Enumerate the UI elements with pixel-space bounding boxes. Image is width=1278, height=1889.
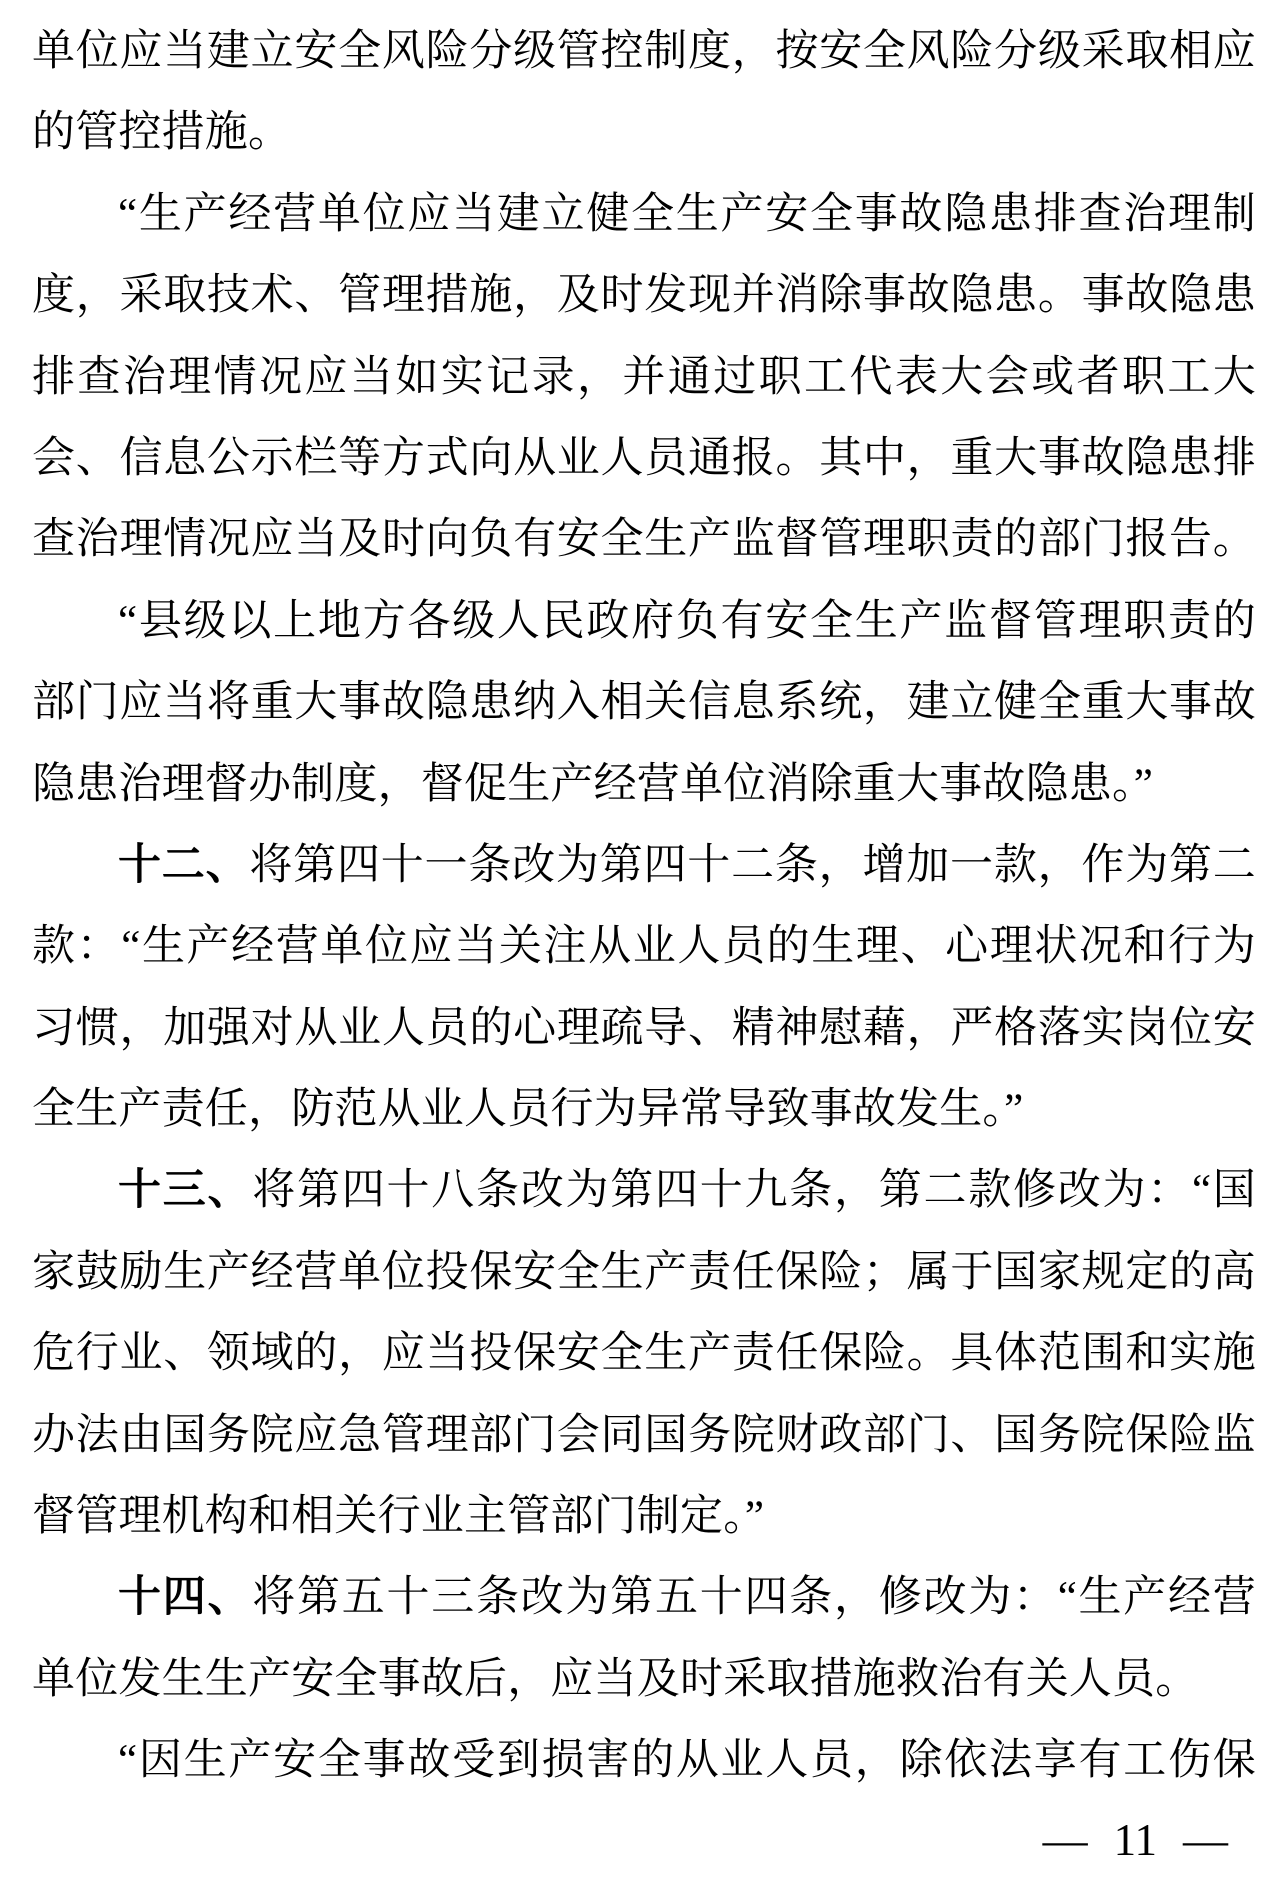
text-segment: “因生产安全事故受到损害的从业人员，除依法享有工伤保 [118, 1737, 1256, 1785]
text-segment: “生产经营单位应当建立健全生产安全事故隐患排查治理制 [118, 190, 1256, 238]
text-segment: 办法由国务院应急管理部门会同国务院财政部门、国务院保险监 [32, 1411, 1256, 1459]
clause-number: 十二、 [118, 841, 250, 889]
text-block [32, 11, 1256, 1802]
page-footer [1043, 1816, 1228, 1864]
text-segment: 全生产责任，防范从业人员行为异常导致事故发生。” [32, 1086, 1024, 1134]
text-segment: 家鼓励生产经营单位投保安全生产责任保险；属于国家规定的高 [32, 1248, 1256, 1296]
text-line [32, 581, 1256, 662]
footer-dash-left: — [1042, 1815, 1088, 1865]
text-segment: 隐患治理督办制度，督促生产经营单位消除重大事故隐患。” [32, 760, 1153, 808]
text-line [32, 255, 1256, 336]
text-line [32, 499, 1256, 580]
text-line [32, 11, 1256, 92]
text-segment: 督管理机构和相关行业主管部门制定。” [32, 1493, 765, 1541]
text-segment: 习惯，加强对从业人员的心理疏导、精神慰藉，严格落实岗位安 [32, 1004, 1256, 1052]
text-line [32, 1150, 1256, 1231]
text-segment: 单位应当建立安全风险分级管控制度，按安全风险分级采取相应 [32, 28, 1256, 75]
text-segment: “县级以上地方各级人民政府负有安全生产监督管理职责的 [118, 597, 1256, 645]
text-line [32, 174, 1256, 255]
text-segment: 单位发生生产安全事故后，应当及时采取措施救治有关人员。 [32, 1655, 1199, 1703]
text-segment: 将第四十八条改为第四十九条，第二款修改为：“国 [252, 1167, 1256, 1215]
text-line [32, 1069, 1256, 1150]
text-segment: 会、信息公示栏等方式向从业人员通报。其中，重大事故隐患排 [32, 434, 1256, 482]
text-line [32, 744, 1256, 825]
text-line [32, 662, 1256, 743]
text-segment: 危行业、领域的，应当投保安全生产责任保险。具体范围和实施 [32, 1330, 1256, 1378]
text-segment: 将第四十一条改为第四十二条，增加一款，作为第二 [249, 841, 1256, 889]
clause-number: 十四、 [118, 1574, 253, 1622]
text-line [32, 825, 1256, 906]
text-line [32, 418, 1256, 499]
text-line [32, 1557, 1256, 1638]
text-line [32, 906, 1256, 987]
text-line [32, 92, 1256, 173]
text-segment: 部门应当将重大事故隐患纳入相关信息系统，建立健全重大事故 [32, 679, 1256, 727]
text-segment: 款：“生产经营单位应当关注从业人员的生理、心理状况和行为 [32, 923, 1256, 971]
text-segment: 查治理情况应当及时向负有安全生产监督管理职责的部门报告。 [32, 516, 1256, 564]
text-line [32, 1476, 1256, 1557]
page-number: 11 [1113, 1815, 1157, 1865]
text-segment: 度，采取技术、管理措施，及时发现并消除事故隐患。事故隐患 [32, 272, 1256, 320]
text-line [32, 1313, 1256, 1394]
text-line [32, 1395, 1256, 1476]
text-line [32, 988, 1256, 1069]
text-segment: 的管控措施。 [32, 109, 292, 157]
text-segment: 排查治理情况应当如实记录，并通过职工代表大会或者职工大 [32, 353, 1256, 401]
text-line [32, 1232, 1256, 1313]
footer-dash-right: — [1183, 1815, 1228, 1865]
clause-number: 十三、 [118, 1167, 253, 1215]
text-line [32, 1639, 1256, 1720]
text-segment: 将第五十三条改为第五十四条，修改为：“生产经营 [252, 1574, 1256, 1622]
text-line [32, 1720, 1256, 1801]
text-line [32, 337, 1256, 418]
